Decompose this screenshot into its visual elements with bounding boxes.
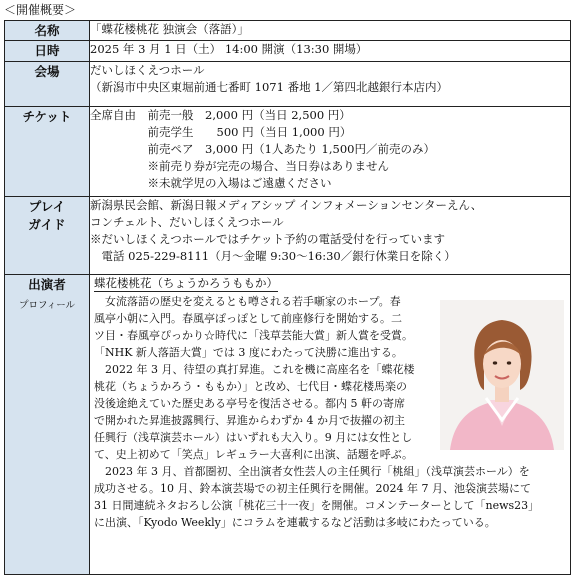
- ticket-line: 前売学生 500 円（当日 1,000 円）: [90, 125, 352, 139]
- label-performer: [5, 275, 90, 575]
- bio-line: て、史上初めて「笑点」レギュラー大喜利に出演、話題を呼ぶ。: [94, 448, 413, 461]
- row-performer: [5, 275, 571, 575]
- value-name: 「蝶花楼桃花 独演会（落語）」: [90, 21, 571, 41]
- value-ticket: [90, 107, 571, 197]
- performer-name: 蝶花楼桃花（ちょうかろうももか）: [94, 276, 278, 290]
- venue-address: （新潟市中央区東堀前通七番町 1071 番地 1／第四北越銀行本店内）: [90, 80, 449, 94]
- playguide-line: コンチェルト、だいしほくえつホール: [90, 215, 284, 229]
- playguide-line: 電話 025-229-8111（月～金曜 9:30～16:30／銀行休業日を除く）: [90, 249, 456, 263]
- bio-line: 女流落語の歴史を変えるとも噂される若手噺家のホープ。春: [94, 295, 401, 308]
- profile-block: [94, 275, 566, 545]
- value-performer: [90, 275, 571, 575]
- bio-line: 「NHK 新人落語大賞」では 3 度にわたって決勝に進出する。: [94, 346, 403, 359]
- event-overview-table: [4, 20, 571, 575]
- row-ticket: [5, 107, 571, 197]
- section-heading: ＜開催概要＞: [4, 3, 77, 17]
- label-playguide-2: ガイド: [28, 217, 66, 232]
- bio-line: で開かれた昇進披露興行、昇進からわずか 4 か月で抜擢の初主: [94, 414, 405, 427]
- bio-line: 桃花（ちょうかろう・ももか）」と改め、七代目・蝶花楼馬楽の: [94, 380, 408, 393]
- bio-line: 成功させる。10 月、鈴本演芸場での初主任興行を開催。2024 年 7 月、池袋演芸場にて: [94, 482, 531, 495]
- ticket-line: ※未就学児の入場はご遠慮ください: [90, 176, 332, 190]
- label-performer-sub: プロフィール: [18, 300, 76, 311]
- value-date: 2025 年 3 月 1 日（土） 14:00 開演（13:30 開場）: [90, 41, 571, 62]
- row-playguide: [5, 197, 571, 275]
- playguide-line: ※だいしほくえつホールではチケット予約の電話受付を行っています: [90, 232, 446, 246]
- label-playguide-1: プレイ: [28, 199, 66, 214]
- label-performer-main: 出演者: [28, 277, 66, 292]
- performer-photo: [440, 300, 564, 450]
- label-name: 名称: [5, 21, 90, 41]
- bio-line: 31 日間連続ネタおろし公演「桃花三十一夜」を開催。コメンテーターとして「news23」: [94, 499, 540, 512]
- bio-line: に出演、「Kyodo Weekly」にコラムを連載するなど活動は多岐にわたっている。: [94, 516, 496, 529]
- bio-line: 2023 年 3 月、首都圏初、全出演者女性芸人の主任興行「桃組」（浅草演芸ホール）を: [94, 465, 530, 478]
- bio-line: 風亭小朝に入門。春風亭ぽっぽとして前座修行を開始する。二: [94, 312, 402, 325]
- row-date: [5, 41, 571, 62]
- playguide-line: 新潟県民会館、新潟日報メディアシップ インフォメーションセンターえん、: [90, 198, 483, 212]
- label-ticket: チケット: [5, 107, 90, 197]
- portrait-image: [440, 300, 564, 450]
- label-venue: 会場: [5, 62, 90, 107]
- ticket-line: 前売ペア 3,000 円（1人あたり 1,500円／前売のみ）: [90, 142, 435, 156]
- bio-line: 没後途絶えていた歴史ある亭号を復活させる。都内 5 軒の寄席: [94, 397, 405, 410]
- bio-line: 任興行（浅草演芸ホール）はいずれも大入り。9 月には女性とし: [94, 431, 413, 444]
- row-name: [5, 21, 571, 41]
- venue-name: だいしほくえつホール: [90, 63, 205, 77]
- label-playguide: [5, 197, 90, 275]
- ticket-line: 全席自由 前売一般 2,000 円（当日 2,500 円）: [90, 108, 351, 122]
- label-date: 日時: [5, 41, 90, 62]
- ticket-line: ※前売り券が完売の場合、当日券はありません: [90, 159, 389, 173]
- value-playguide: [90, 197, 571, 275]
- row-venue: [5, 62, 571, 107]
- value-venue: [90, 62, 571, 107]
- bio-line: ツ目・春風亭ぴっかり☆時代に「浅草芸能大賞」新人賞を受賞。: [94, 329, 413, 342]
- bio-line: 2022 年 3 月、待望の真打昇進。これを機に高座名を「蝶花楼: [94, 363, 415, 376]
